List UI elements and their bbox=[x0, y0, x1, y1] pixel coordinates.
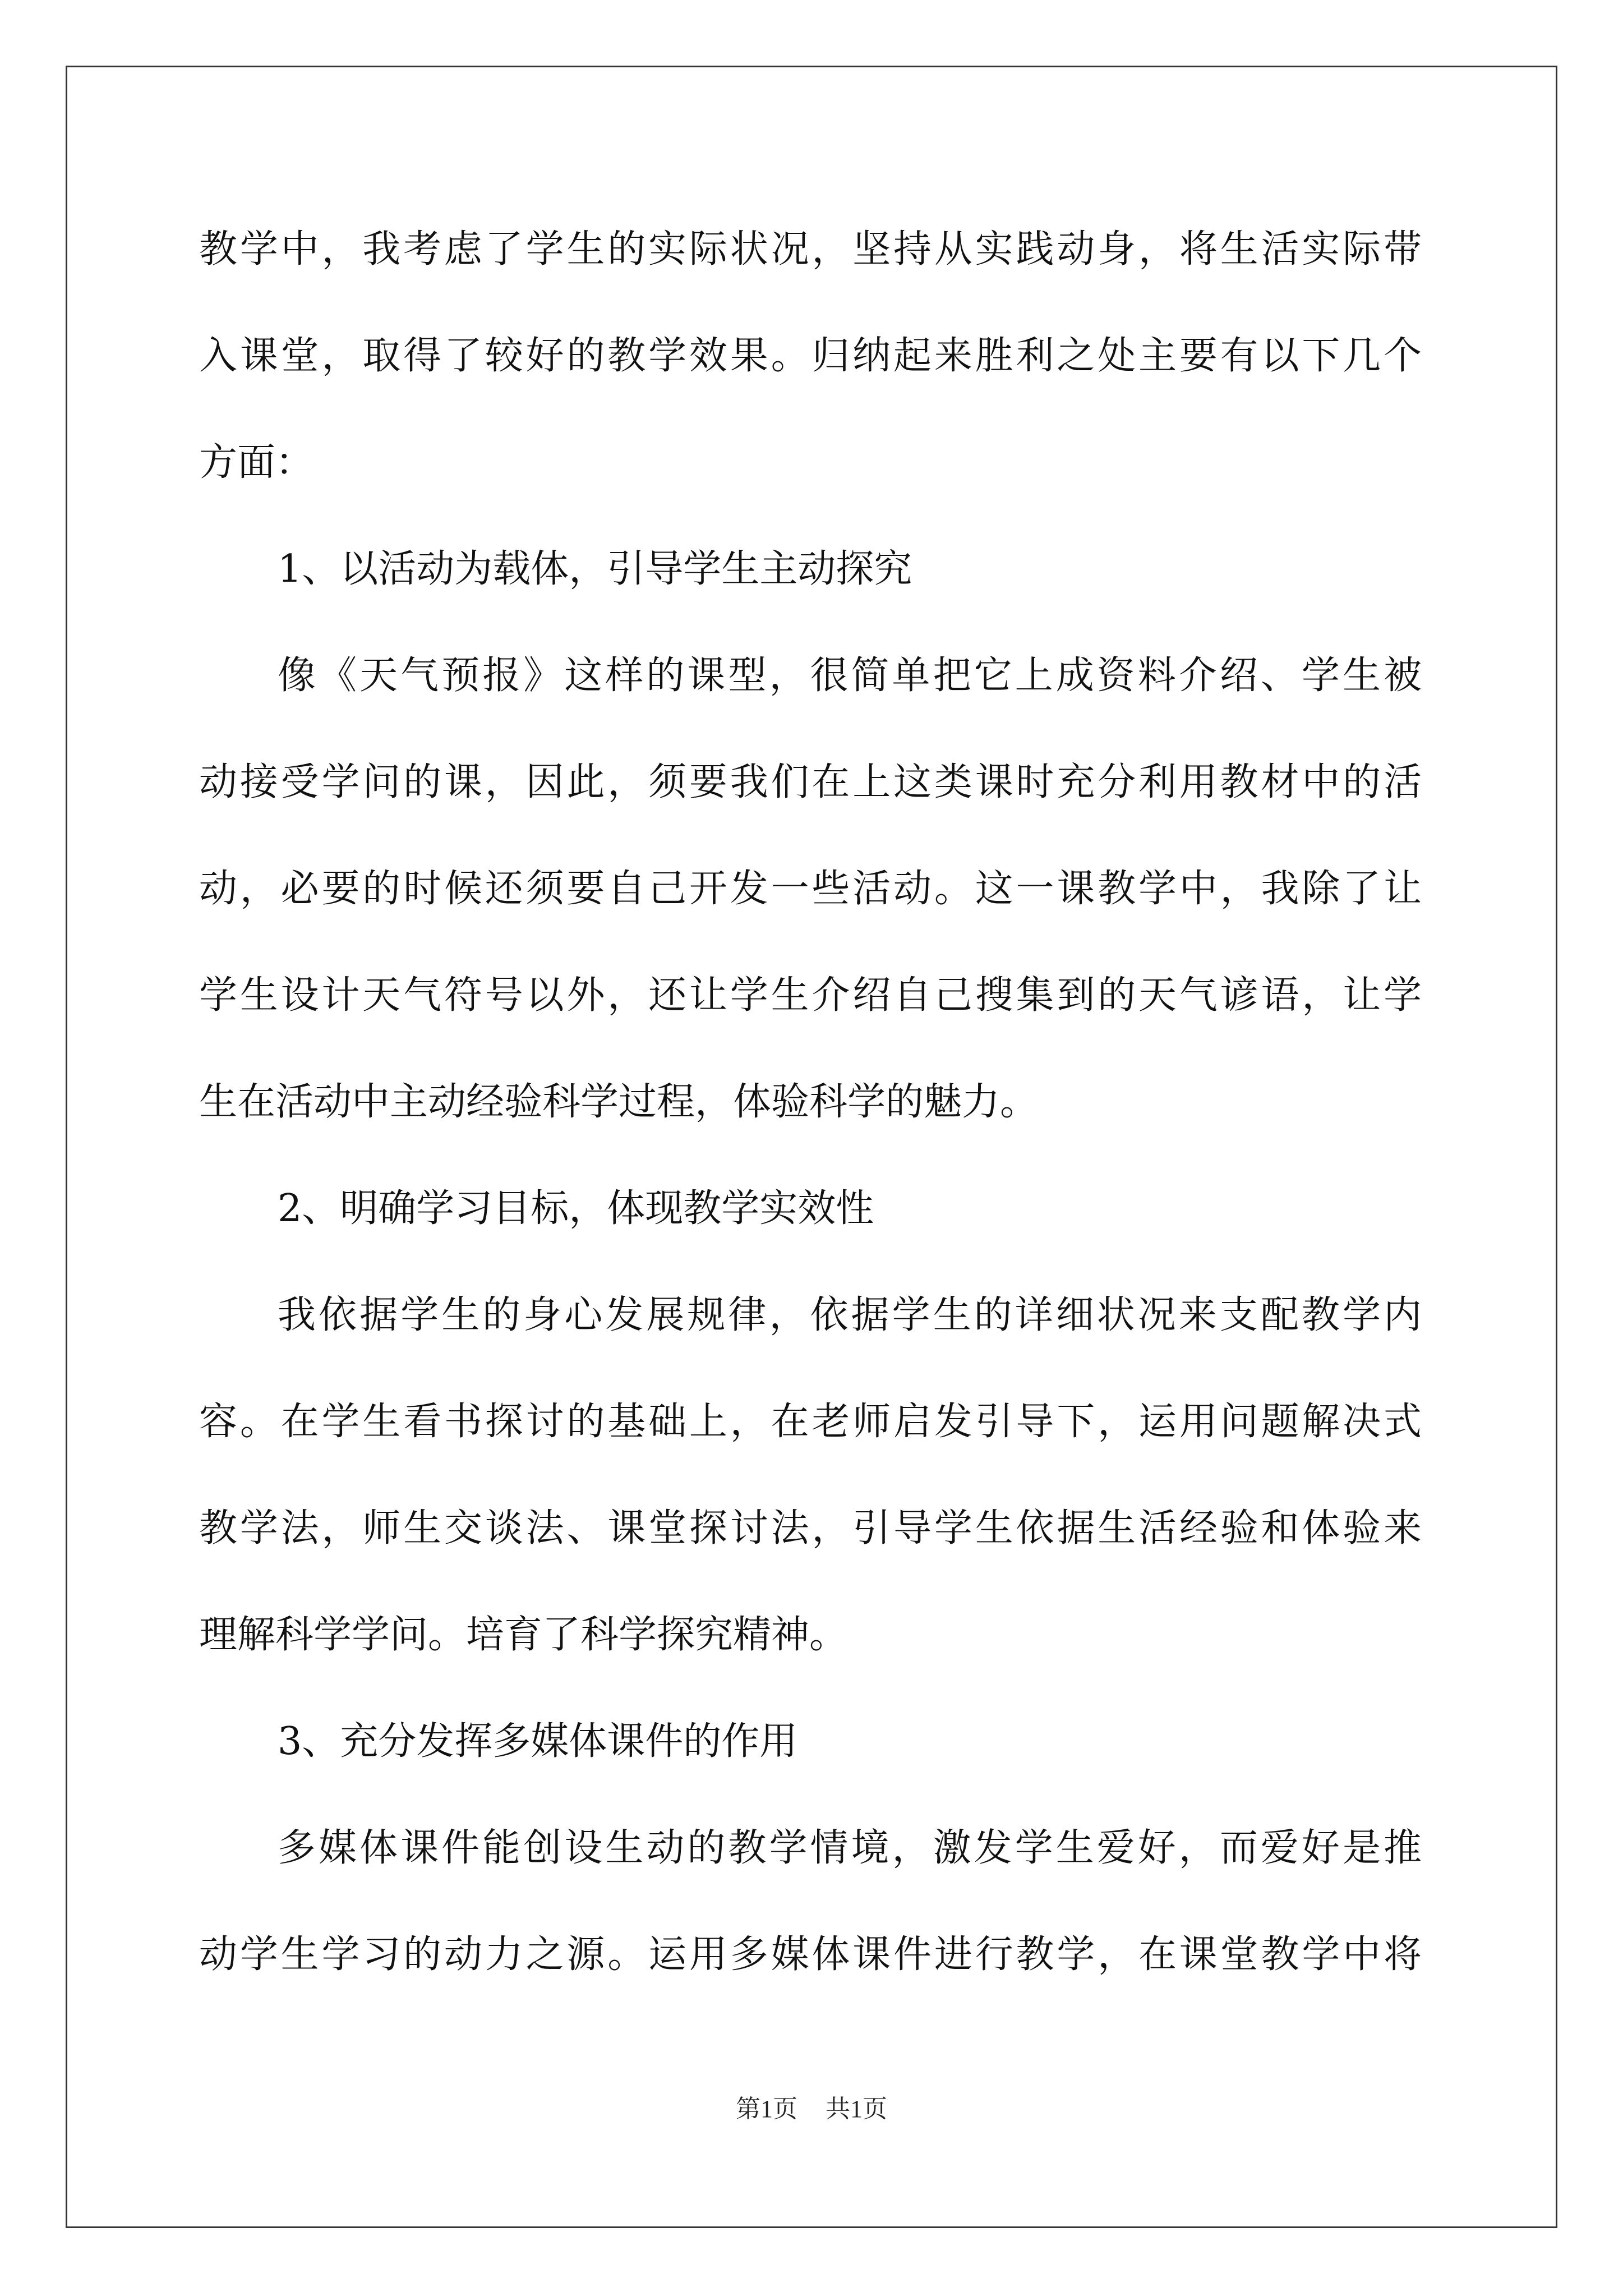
text-line: 动接受学问的课，因此，须要我们在上这类课时充分利用教材中的活 bbox=[199, 760, 1422, 804]
page-number-total: 共1页 bbox=[826, 2095, 887, 2123]
text-line: 像《天气预报》这样的课型，很简单把它上成资料介绍、学生被 bbox=[278, 654, 1422, 698]
text-line: 方面： bbox=[199, 440, 314, 485]
text-line: 2、明确学习目标，体现教学实效性 bbox=[278, 1186, 874, 1231]
text-line: 学生设计天气符号以外，还让学生介绍自己搜集到的天气谚语，让学 bbox=[199, 973, 1422, 1018]
text-line: 动学生学习的动力之源。运用多媒体课件进行教学，在课堂教学中将 bbox=[199, 1932, 1422, 1977]
text-line: 教学法，师生交谈法、课堂探讨法，引导学生依据生活经验和体验来 bbox=[199, 1506, 1422, 1550]
text-line: 生在活动中主动经验科学过程，体验科学的魅力。 bbox=[199, 1080, 1039, 1124]
text-line: 多媒体课件能创设生动的教学情境，激发学生爱好，而爱好是推 bbox=[278, 1826, 1422, 1870]
page-number-current: 第1页 bbox=[736, 2095, 797, 2123]
document-body bbox=[199, 196, 1422, 2008]
text-line: 容。在学生看书探讨的基础上，在老师启发引导下，运用问题解决式 bbox=[199, 1400, 1422, 1444]
text-line: 教学中，我考虑了学生的实际状况，坚持从实践动身，将生活实际带 bbox=[199, 227, 1422, 272]
page-footer bbox=[0, 2092, 1623, 2126]
text-line: 我依据学生的身心发展规律，依据学生的详细状况来支配教学内 bbox=[278, 1293, 1422, 1337]
text-line: 入课堂，取得了较好的教学效果。归纳起来胜利之处主要有以下几个 bbox=[199, 334, 1422, 378]
text-line: 理解科学学问。培育了科学探究精神。 bbox=[199, 1613, 848, 1657]
text-line: 1、以活动为载体，引导学生主动探究 bbox=[278, 547, 912, 591]
text-line: 3、充分发挥多媒体课件的作用 bbox=[278, 1719, 798, 1764]
text-line: 动，必要的时候还须要自己开发一些活动。这一课教学中，我除了让 bbox=[199, 867, 1422, 911]
